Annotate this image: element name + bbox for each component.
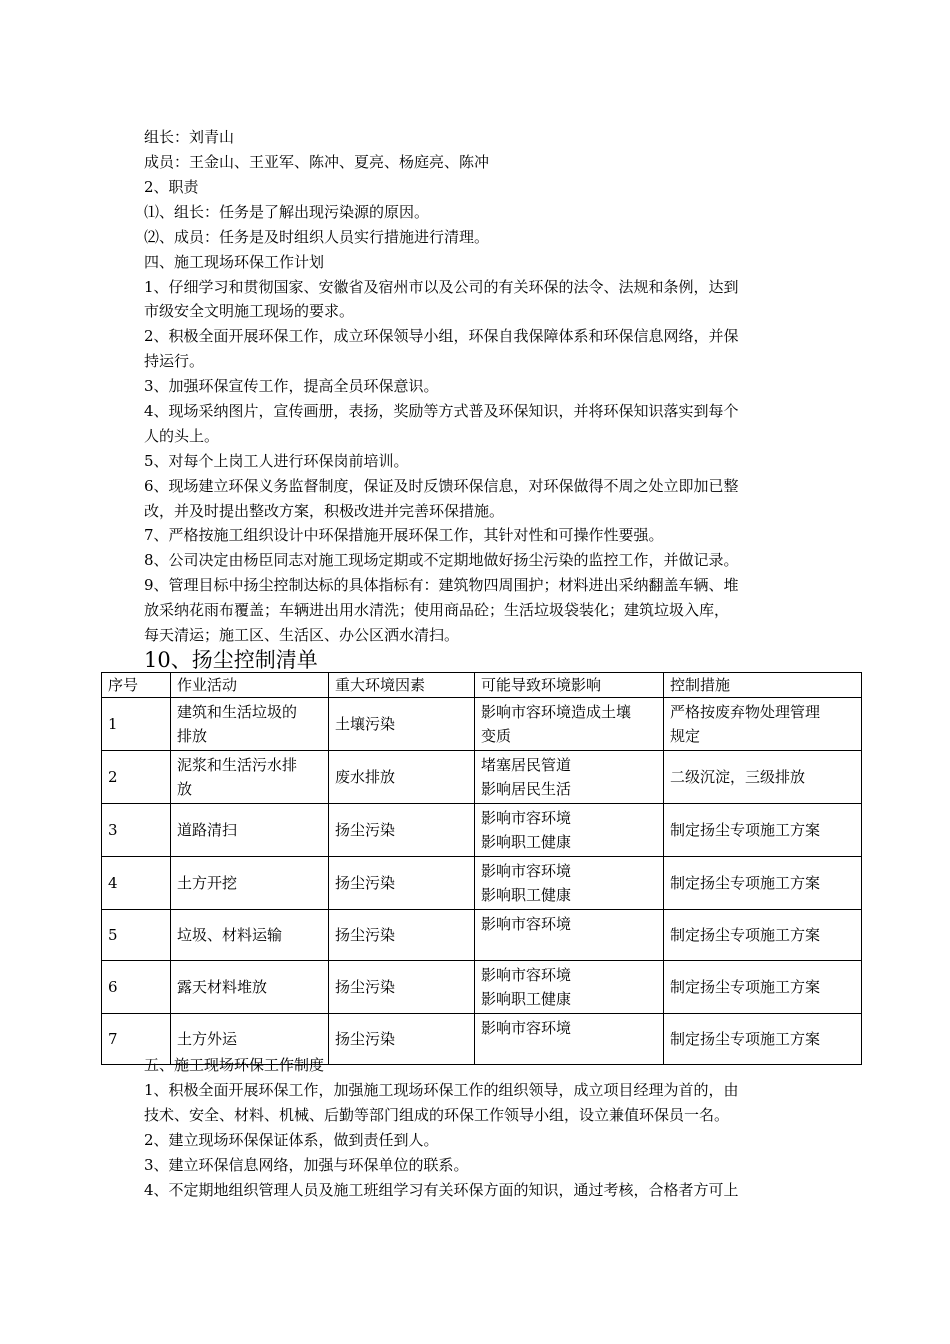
text-line: 9、管理目标中扬尘控制达标的具体指标有：建筑物四周围护；材料进出采纳翻盖车辆、堆 — [144, 576, 739, 594]
header-measure: 控制措施 — [664, 673, 862, 698]
header-no: 序号 — [102, 673, 171, 698]
cell-impact — [475, 961, 664, 1014]
cell-line: 垃圾、材料运输 — [177, 926, 283, 944]
cell-no: 7 — [102, 1014, 171, 1065]
cell-line: 影响市容环境 — [481, 862, 572, 880]
text-line: 改，并及时提出整改方案，积极改进并完善环保措施。 — [144, 502, 505, 520]
table-row — [102, 857, 862, 910]
cell-line: 影响市容环境 — [481, 915, 572, 933]
cell-no: 5 — [102, 910, 171, 961]
table-header-row — [102, 673, 862, 698]
cell-activity — [171, 804, 329, 857]
cell-activity — [171, 751, 329, 804]
cell-line: 影响职工健康 — [481, 833, 572, 851]
cell-factor: 土壤污染 — [329, 698, 475, 751]
cell-measure — [664, 804, 862, 857]
header-impact: 可能导致环境影响 — [475, 673, 664, 698]
table-row — [102, 961, 862, 1014]
cell-line: 露天材料堆放 — [177, 978, 268, 996]
cell-line: 排放 — [177, 727, 208, 745]
cell-line: 制定扬尘专项施工方案 — [670, 978, 821, 996]
cell-line: 制定扬尘专项施工方案 — [670, 821, 821, 839]
cell-line: 制定扬尘专项施工方案 — [670, 1030, 821, 1048]
text-line: 2、建立现场环保保证体系，做到责任到人。 — [144, 1131, 439, 1149]
cell-measure — [664, 698, 862, 751]
cell-line: 影响职工健康 — [481, 886, 572, 904]
table-row — [102, 751, 862, 804]
text-line: 8、公司决定由杨臣同志对施工现场定期或不定期地做好扬尘污染的监控工作，并做记录。 — [144, 551, 739, 569]
cell-impact — [475, 804, 664, 857]
cell-impact — [475, 698, 664, 751]
cell-no: 6 — [102, 961, 171, 1014]
text-line: 技术、安全、材料、机械、后勤等部门组成的环保工作领导小组，设立兼值环保员一名。 — [144, 1106, 730, 1124]
cell-line: 制定扬尘专项施工方案 — [670, 926, 821, 944]
cell-factor: 扬尘污染 — [329, 804, 475, 857]
dust-control-table — [101, 672, 862, 1065]
cell-factor: 废水排放 — [329, 751, 475, 804]
cell-line: 影响市容环境 — [481, 966, 572, 984]
text-line: 每天清运；施工区、生活区、办公区洒水清扫。 — [144, 626, 460, 644]
cell-line: 建筑和生活垃圾的 — [177, 703, 298, 721]
text-line: 持运行。 — [144, 352, 205, 370]
text-line: 5、对每个上岗工人进行环保岗前培训。 — [144, 452, 409, 470]
text-line: 6、现场建立环保义务监督制度，保证及时反馈环保信息，对环保做得不周之处立即加已整 — [144, 477, 739, 495]
cell-no: 3 — [102, 804, 171, 857]
cell-measure — [664, 961, 862, 1014]
cell-impact — [475, 857, 664, 910]
cell-line: 规定 — [670, 727, 701, 745]
table-heading: 10、扬尘控制清单 — [144, 648, 318, 672]
cell-no: 4 — [102, 857, 171, 910]
text-line: ⑴、组长：任务是了解出现污染源的原因。 — [144, 203, 430, 221]
text-line: 1、仔细学习和贯彻国家、安徽省及宿州市以及公司的有关环保的法令、法规和条例，达到 — [144, 278, 739, 296]
cell-line: 影响职工健康 — [481, 990, 572, 1008]
cell-line: 土方外运 — [177, 1030, 238, 1048]
cell-activity — [171, 961, 329, 1014]
cell-line: 影响市容环境 — [481, 809, 572, 827]
text-line: 3、建立环保信息网络，加强与环保单位的联系。 — [144, 1156, 469, 1174]
header-factor: 重大环境因素 — [329, 673, 475, 698]
cell-no: 1 — [102, 698, 171, 751]
cell-measure — [664, 751, 862, 804]
text-line: 4、现场采纳图片，宣传画册，表扬，奖励等方式普及环保知识，并将环保知识落实到每个 — [144, 402, 739, 420]
cell-line: 严格按废弃物处理管理 — [670, 703, 821, 721]
cell-no: 2 — [102, 751, 171, 804]
text-line: 7、严格按施工组织设计中环保措施开展环保工作，其针对性和可操作性要强。 — [144, 526, 664, 544]
cell-factor: 扬尘污染 — [329, 857, 475, 910]
section-heading: 四、施工现场环保工作计划 — [144, 253, 325, 271]
text-line: 组长：刘青山 — [144, 128, 235, 146]
cell-impact — [475, 910, 664, 961]
cell-line: 影响居民生活 — [481, 780, 572, 798]
cell-activity — [171, 698, 329, 751]
cell-line: 变质 — [481, 727, 512, 745]
text-line: ⑵、成员：任务是及时组织人员实行措施进行清理。 — [144, 228, 490, 246]
cell-impact — [475, 751, 664, 804]
text-line: 放采纳花雨布覆盖；车辆进出用水清洗；使用商品砼；生活垃圾袋装化；建筑垃圾入库， — [144, 601, 730, 619]
cell-factor: 扬尘污染 — [329, 1014, 475, 1065]
cell-activity — [171, 910, 329, 961]
cell-line: 影响市容环境 — [481, 1019, 572, 1037]
cell-line: 二级沉淀，三级排放 — [670, 768, 806, 786]
text-line: 2、积极全面开展环保工作，成立环保领导小组，环保自我保障体系和环保信息网络，并保 — [144, 327, 739, 345]
cell-measure — [664, 857, 862, 910]
cell-line: 泥浆和生活污水排 — [177, 756, 298, 774]
table-row — [102, 910, 862, 961]
cell-factor: 扬尘污染 — [329, 961, 475, 1014]
cell-line: 放 — [177, 780, 193, 798]
text-line: 1、积极全面开展环保工作，加强施工现场环保工作的组织领导，成立项目经理为首的，由 — [144, 1081, 739, 1099]
text-line: 3、加强环保宣传工作，提高全员环保意识。 — [144, 377, 439, 395]
text-line: 2、职责 — [144, 178, 199, 196]
table-row — [102, 698, 862, 751]
cell-line: 道路清扫 — [177, 821, 238, 839]
section-heading: 五、施工现场环保工作制度 — [144, 1056, 325, 1074]
text-line: 4、不定期地组织管理人员及施工班组学习有关环保方面的知识，通过考核，合格者方可上 — [144, 1181, 739, 1199]
cell-activity — [171, 857, 329, 910]
text-line: 成员：王金山、王亚军、陈冲、夏亮、杨庭亮、陈冲 — [144, 153, 490, 171]
cell-line: 制定扬尘专项施工方案 — [670, 874, 821, 892]
cell-measure — [664, 910, 862, 961]
table-row — [102, 804, 862, 857]
cell-line: 影响市容环境造成土壤 — [481, 703, 632, 721]
header-activity: 作业活动 — [171, 673, 329, 698]
cell-line: 堵塞居民管道 — [481, 756, 572, 774]
cell-factor: 扬尘污染 — [329, 910, 475, 961]
text-line: 市级安全文明施工现场的要求。 — [144, 302, 355, 320]
text-line: 人的头上。 — [144, 427, 220, 445]
cell-line: 土方开挖 — [177, 874, 238, 892]
